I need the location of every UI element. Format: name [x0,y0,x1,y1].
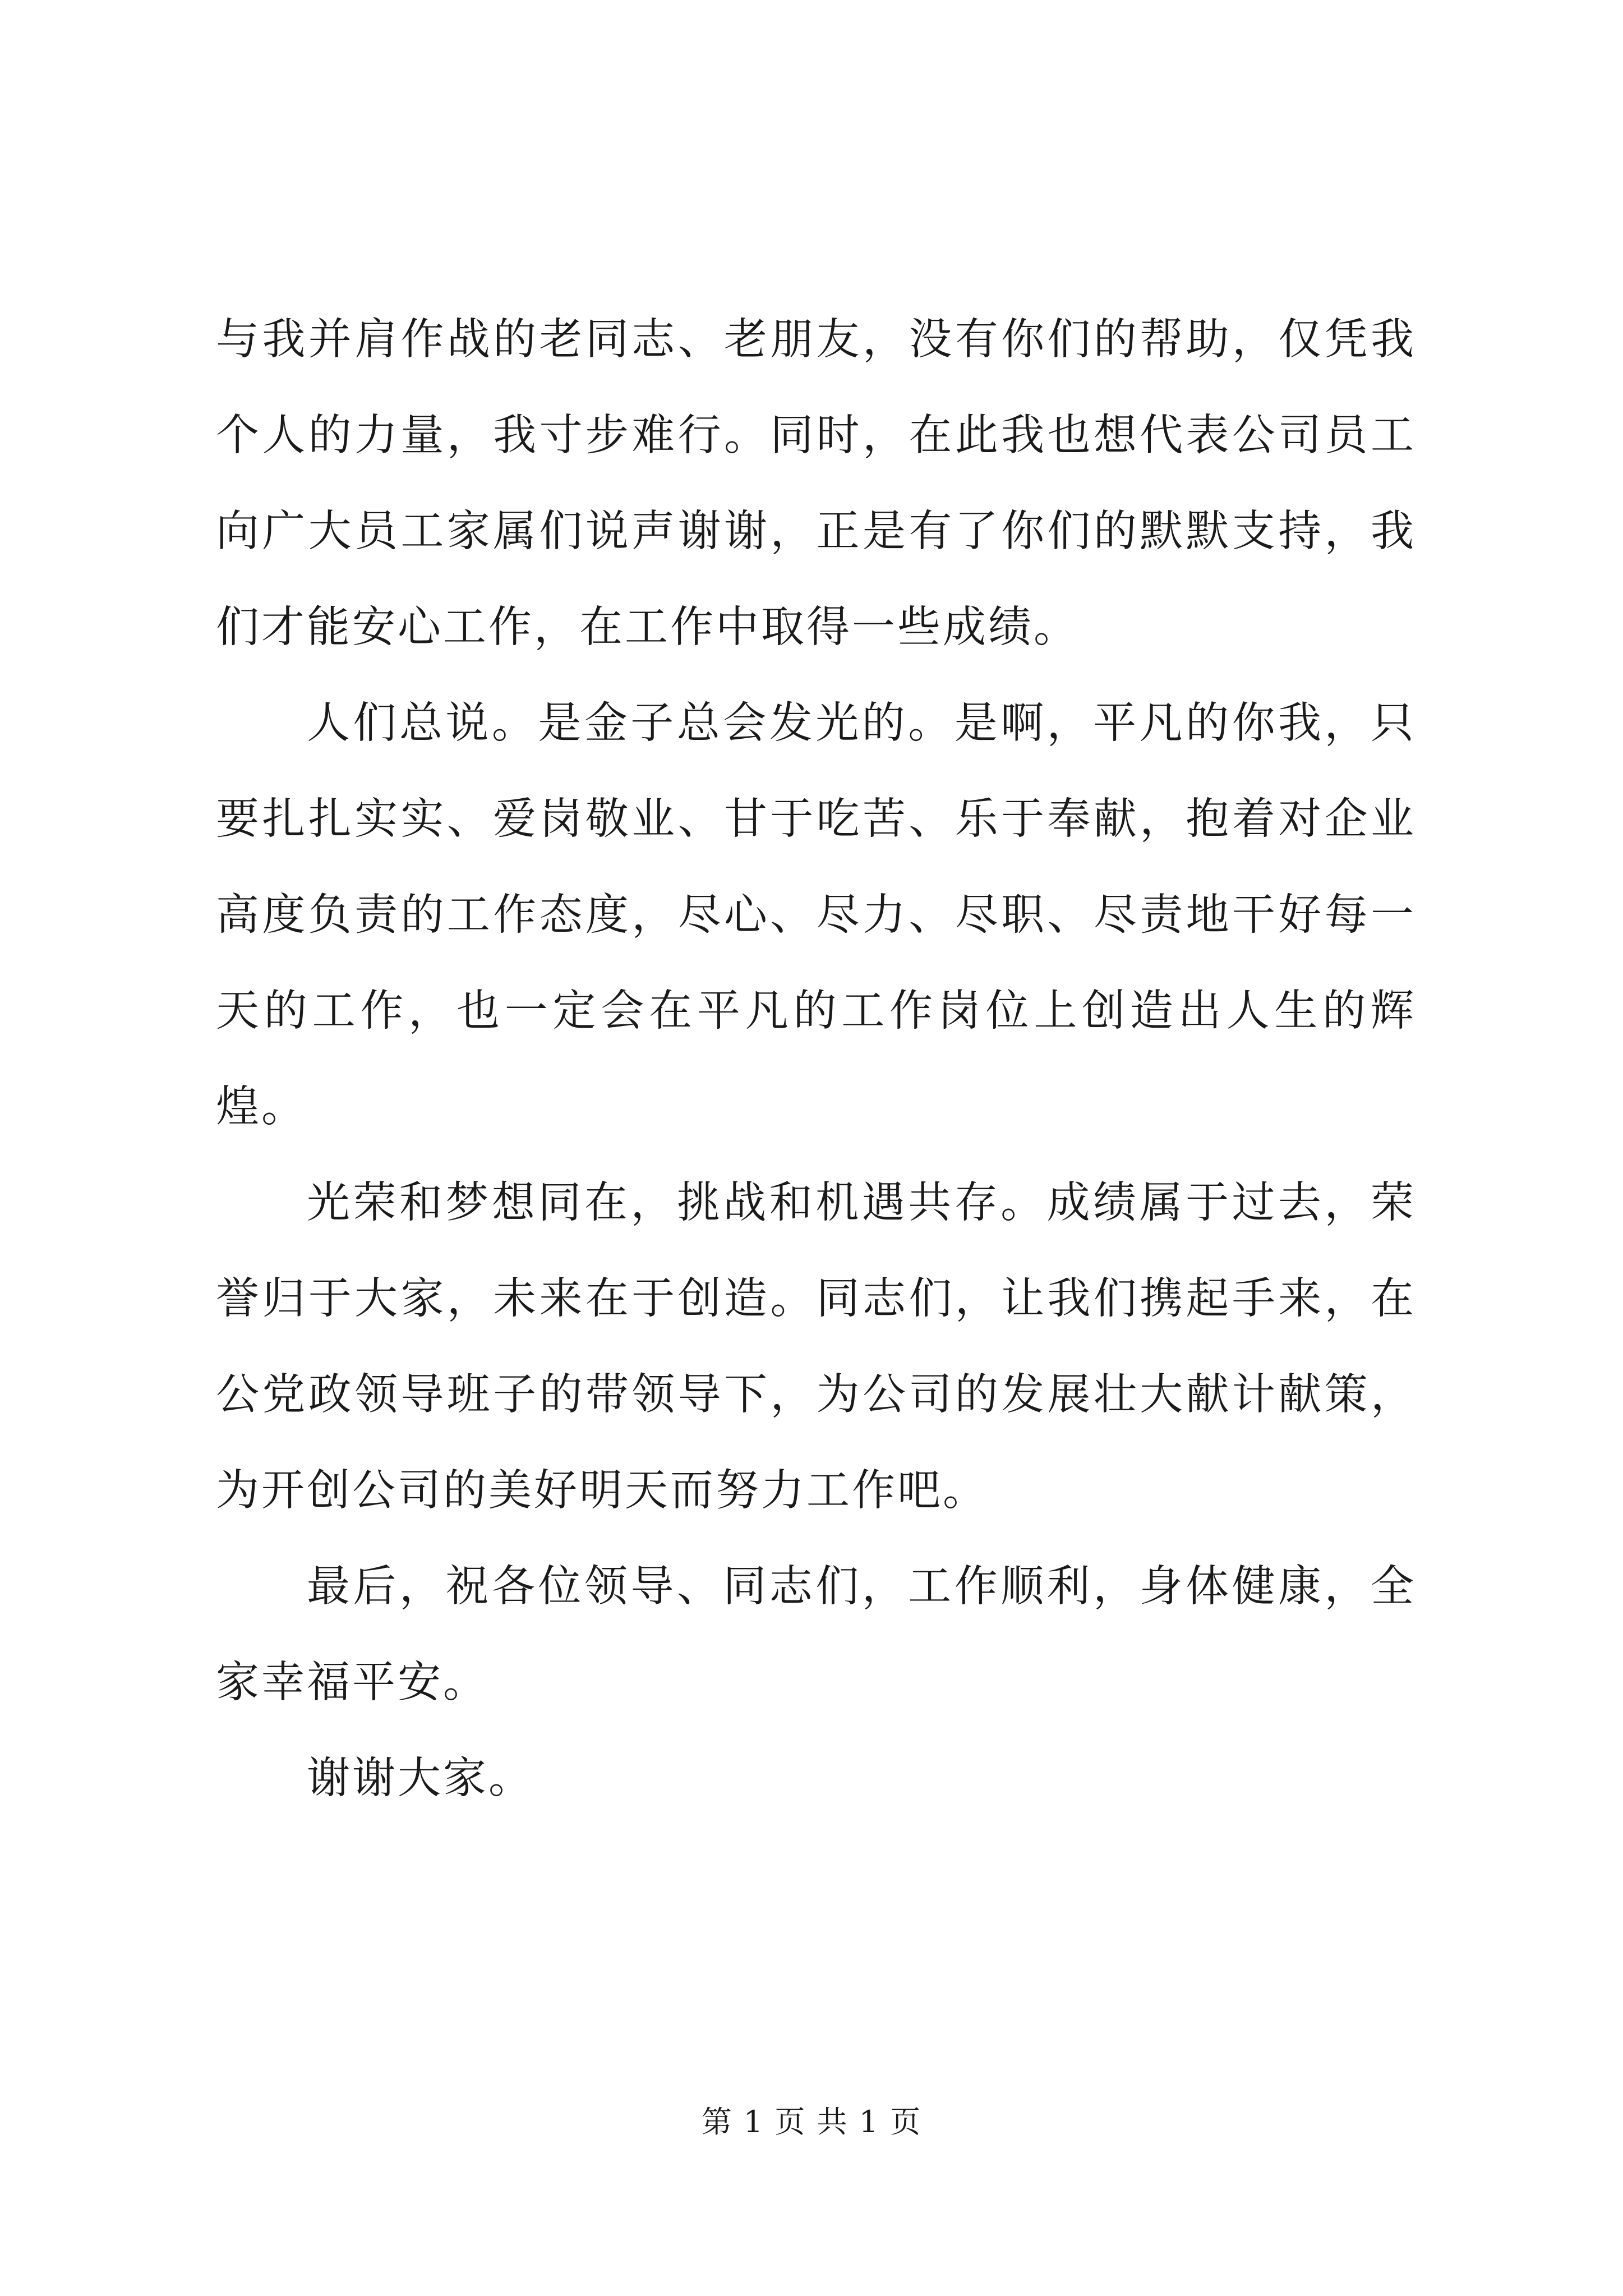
page-footer: 第 1 页 共 1 页 [701,2104,922,2139]
paragraph-2: 人们总说。是金子总会发光的。是啊，平凡的你我，只要扎扎实实、爱岗敬业、甘于吃苦、乐于奉献，抱着对企业高度负责的工作态度，尽心、尽力、尽职、尽责地干好每一天的工作，也一定会在平凡的工作岗位上创造出人生的辉煌。 [216,698,1416,1132]
paragraph-1: 与我并肩作战的老同志、老朋友，没有你们的帮助，仅凭我个人的力量，我寸步难行。同时，在此我也想代表公司员工向广大员工家属们说声谢谢，正是有了你们的默默支持，我们才能安心工作，在工作中取得一些成绩。 [216,315,1416,652]
paragraph-3: 光荣和梦想同在，挑战和机遇共存。成绩属于过去，荣誉归于大家，未来在于创造。同志们，让我们携起手来，在公党政领导班子的带领导下，为公司的发展壮大献计献策，为开创公司的美好明天而努力工作吧。 [216,1178,1416,1516]
paragraph-4: 最后，祝各位领导、同志们，工作顺利，身体健康，全家幸福平安。 [216,1562,1416,1708]
document-body [216,292,1416,1826]
paragraph-5: 谢谢大家。 [307,1754,534,1803]
